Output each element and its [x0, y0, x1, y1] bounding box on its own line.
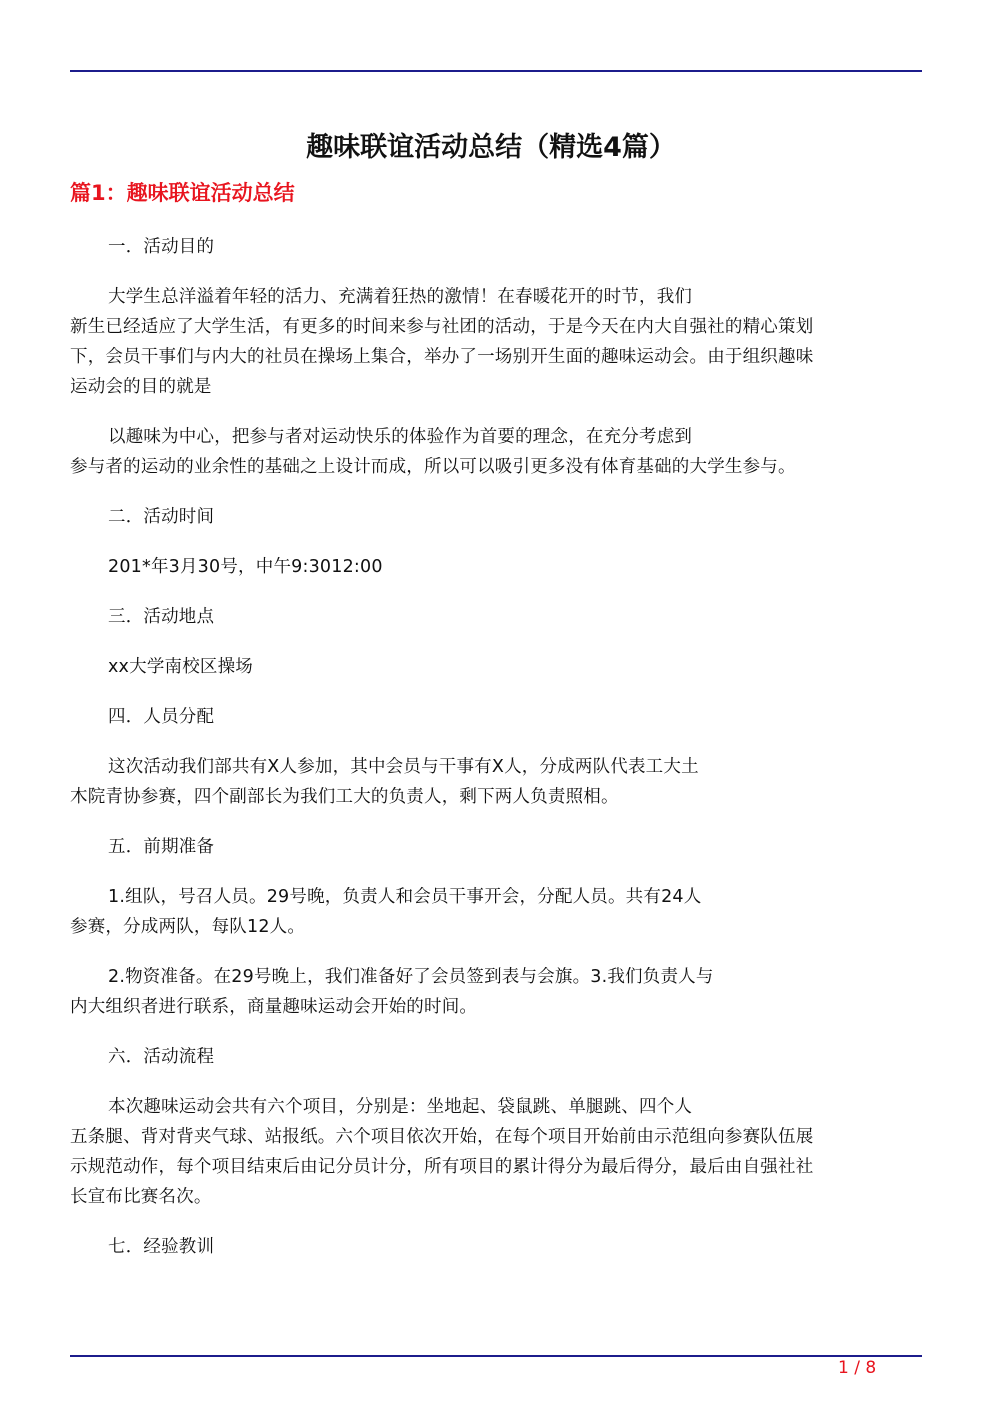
paragraph: [70, 232, 912, 262]
paragraph-line: 本次趣味运动会共有六个项目，分别是：坐地起、袋鼠跳、单腿跳、四个人: [108, 1097, 693, 1117]
paragraph: [70, 832, 912, 862]
paragraph: [70, 502, 912, 532]
paragraph-line: 运动会的目的就是: [70, 377, 212, 397]
paragraph-line: 内大组织者进行联系，商量趣味运动会开始的时间。: [70, 997, 478, 1017]
paragraph-line: 参赛，分成两队，每队12人。: [70, 917, 306, 937]
paragraph-line: 参与者的运动的业余性的基础之上设计而成，所以可以吸引更多没有体育基础的大学生参与。: [70, 457, 796, 477]
paragraph-line: 示规范动作，每个项目结束后由记分员计分，所有项目的累计得分为最后得分，最后由自强社社: [70, 1157, 814, 1177]
paragraph-line: 2.物资准备。在29号晚上，我们准备好了会员签到表与会旗。3.我们负责人与: [108, 967, 714, 987]
paragraph: [70, 962, 912, 1022]
paragraph: [70, 702, 912, 732]
paragraph-line: 1.组队，号召人员。29号晚，负责人和会员干事开会，分配人员。共有24人: [108, 887, 702, 907]
paragraph: [70, 282, 912, 402]
section-heading: 篇1：趣味联谊活动总结: [70, 181, 295, 205]
paragraph-line: 以趣味为中心，把参与者对运动快乐的体验作为首要的理念，在充分考虑到: [108, 427, 693, 447]
paragraph-line: 新生已经适应了大学生活，有更多的时间来参与社团的活动，于是今天在内大自强社的精心策划: [70, 317, 814, 337]
paragraph-line: 一．活动目的: [108, 237, 215, 257]
paragraph: [70, 652, 912, 682]
paragraph-list: [70, 232, 912, 1262]
paragraph-line: 四．人员分配: [108, 707, 215, 727]
paragraph: [70, 1092, 912, 1212]
paragraph: [70, 752, 912, 812]
header-rule: [70, 70, 922, 72]
paragraph-line: 三．活动地点: [108, 607, 215, 627]
paragraph-line: 201*年3月30号，中午9:3012:00: [108, 557, 383, 577]
paragraph: [70, 602, 912, 632]
paragraph-line: 五条腿、背对背夹气球、站报纸。六个项目依次开始，在每个项目开始前由示范组向参赛队伍展: [70, 1127, 814, 1147]
document-body: [70, 128, 912, 1282]
paragraph: [70, 422, 912, 482]
paragraph: [70, 552, 912, 582]
paragraph-line: 六．活动流程: [108, 1047, 215, 1067]
paragraph-line: 长宣布比赛名次。: [70, 1187, 212, 1207]
footer-rule: [70, 1355, 922, 1357]
paragraph-line: 五．前期准备: [108, 837, 215, 857]
paragraph-line: 下，会员干事们与内大的社员在操场上集合，举办了一场别开生面的趣味运动会。由于组织趣味: [70, 347, 814, 367]
paragraph: [70, 1042, 912, 1072]
paragraph-line: 木院青协参赛，四个副部长为我们工大的负责人，剩下两人负责照相。: [70, 787, 619, 807]
document-title: 趣味联谊活动总结（精选4篇）: [306, 132, 676, 163]
paragraph-line: 这次活动我们部共有X人参加，其中会员与干事有X人，分成两队代表工大土: [108, 757, 699, 777]
paragraph: [70, 882, 912, 942]
paragraph-line: 七．经验教训: [108, 1237, 215, 1257]
paragraph-line: xx大学南校区操场: [108, 657, 254, 677]
page-number: 1 / 8: [838, 1358, 877, 1378]
paragraph: [70, 1232, 912, 1262]
paragraph-line: 二．活动时间: [108, 507, 215, 527]
paragraph-line: 大学生总洋溢着年轻的活力、充满着狂热的激情！在春暖花开的时节，我们: [108, 287, 693, 307]
